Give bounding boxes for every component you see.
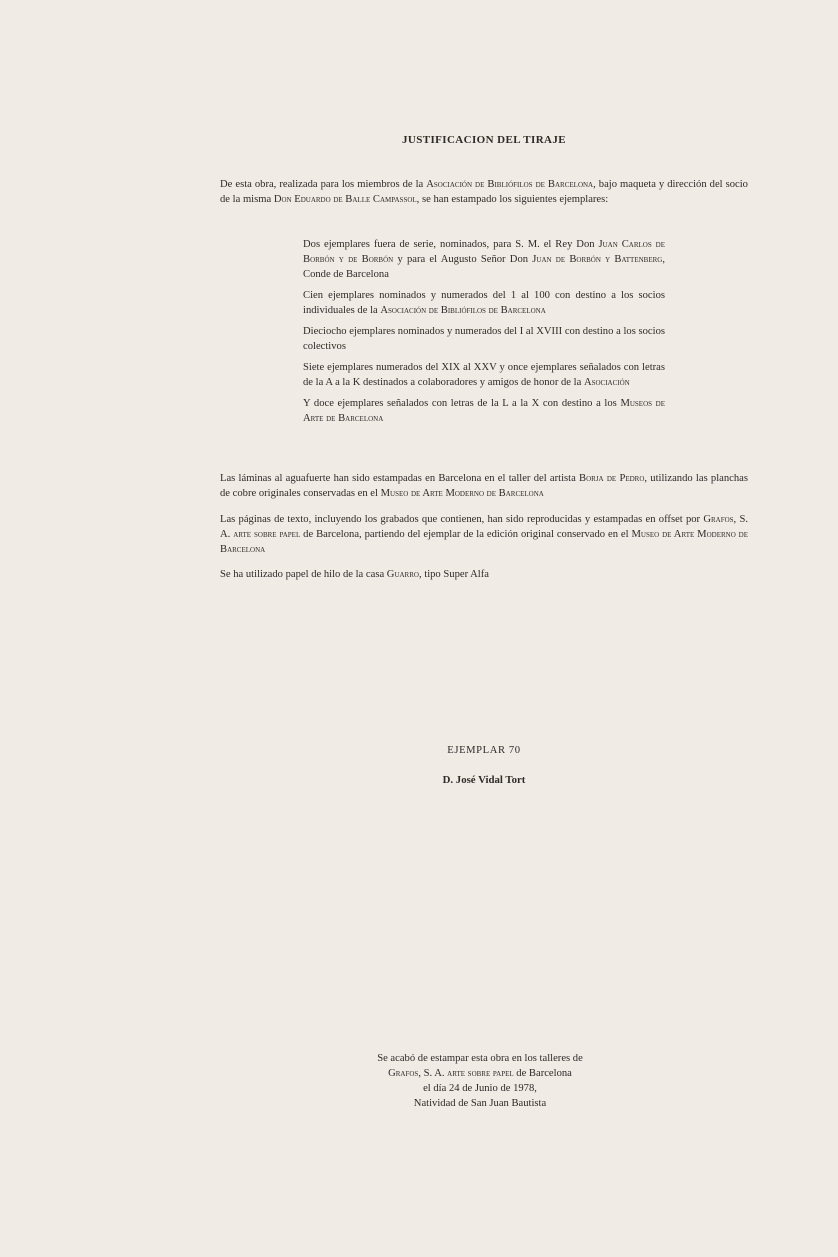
item4-text-1: Siete ejemplares numerados del XIX al XXV y once ejemplares señalados con letras de la A a la K destinados a colaboradores y amigos de honor de la	[303, 362, 665, 388]
item3-text: Dieciocho ejemplares nominados y numerados del I al XVIII con destino a los socios colectivos	[303, 326, 665, 352]
list-item	[303, 324, 665, 354]
laminas-text-1: Las láminas al aguafuerte han sido estampadas en Barcelona en el taller del artista	[220, 473, 580, 484]
director-name: Don Eduardo de Balle Campassol	[273, 194, 417, 205]
owner-name: D. José Vidal Tort	[442, 774, 526, 786]
paper-maker-name: Guarro	[386, 569, 419, 580]
ejemplar-number: EJEMPLAR 70	[447, 745, 521, 756]
printer-name: Grafos, S. A. arte sobre papel	[220, 514, 748, 540]
intro-text-1: De esta obra, realizada para los miembros de la	[220, 179, 427, 190]
papel-paragraph	[220, 567, 748, 582]
paginas-text-1: Las páginas de texto, incluyendo los grabados que contienen, han sido reproducidas y estampadas en offset por	[220, 514, 704, 525]
colophon-line-2-rest: de Barcelona	[513, 1068, 572, 1079]
asociacion-short: Asociación	[583, 377, 630, 388]
item1-text-2: y para el Augusto Señor Don	[393, 254, 533, 265]
intro-paragraph	[220, 177, 748, 207]
intro-text-3: , se han estampado los siguientes ejemplares:	[416, 194, 609, 205]
item5-text-1: Y doce ejemplares señalados con letras de la L a la X con destino a los	[303, 398, 621, 409]
edition-list	[303, 237, 665, 432]
asociacion-name: Asociación de Bibliófilos de Barcelona	[426, 179, 594, 190]
museum-name: Museo de Arte Moderno de Barcelona	[220, 529, 749, 555]
list-item	[303, 237, 665, 282]
printer-name: Grafos, S. A. arte sobre papel	[388, 1068, 514, 1079]
asociacion-name: Asociación de Bibliófilos de Barcelona	[380, 305, 546, 316]
paginas-text-2: de Barcelona, partiendo del ejemplar de la edición original conservado en el	[300, 529, 632, 540]
king-name: Juan Carlos de Borbón y de Borbón	[303, 239, 665, 265]
paginas-paragraph	[220, 512, 748, 557]
papel-text-2: , tipo Super Alfa	[418, 569, 489, 580]
item1-text-3: , Conde de Barcelona	[303, 254, 665, 280]
list-item	[303, 396, 665, 426]
list-item	[303, 360, 665, 390]
colophon	[0, 1051, 838, 1111]
colophon-line-3: el día 24 de Junio de 1978,	[423, 1083, 537, 1094]
papel-text-1: Se ha utilizado papel de hilo de la casa	[220, 569, 387, 580]
colophon-line-4: Natividad de San Juan Bautista	[413, 1098, 547, 1109]
laminas-paragraph	[220, 471, 748, 501]
museum-name: Museo de Arte Moderno de Barcelona	[380, 488, 544, 499]
colophon-line-2	[0, 1066, 838, 1081]
colophon-line-1: Se acabó de estampar esta obra en los talleres de	[377, 1053, 583, 1064]
count-name: Juan de Borbón y Battenberg	[532, 254, 663, 265]
item1-text-1: Dos ejemplares fuera de serie, nominados, para S. M. el Rey Don	[303, 239, 599, 250]
artist-name: Borja de Pedro	[579, 473, 645, 484]
item2-text-1: Cien ejemplares nominados y numerados del 1 al 100 con destino a los socios individuales de la	[303, 290, 665, 316]
list-item	[303, 288, 665, 318]
museos-name: Museos de Arte de Barcelona	[303, 398, 665, 424]
page-title: JUSTIFICACION DEL TIRAJE	[401, 134, 567, 146]
intro-text-2: , bajo maqueta y dirección del socio de la misma	[220, 179, 748, 205]
laminas-text-2: , utilizando las planchas de cobre originales conservadas en el	[220, 473, 748, 499]
